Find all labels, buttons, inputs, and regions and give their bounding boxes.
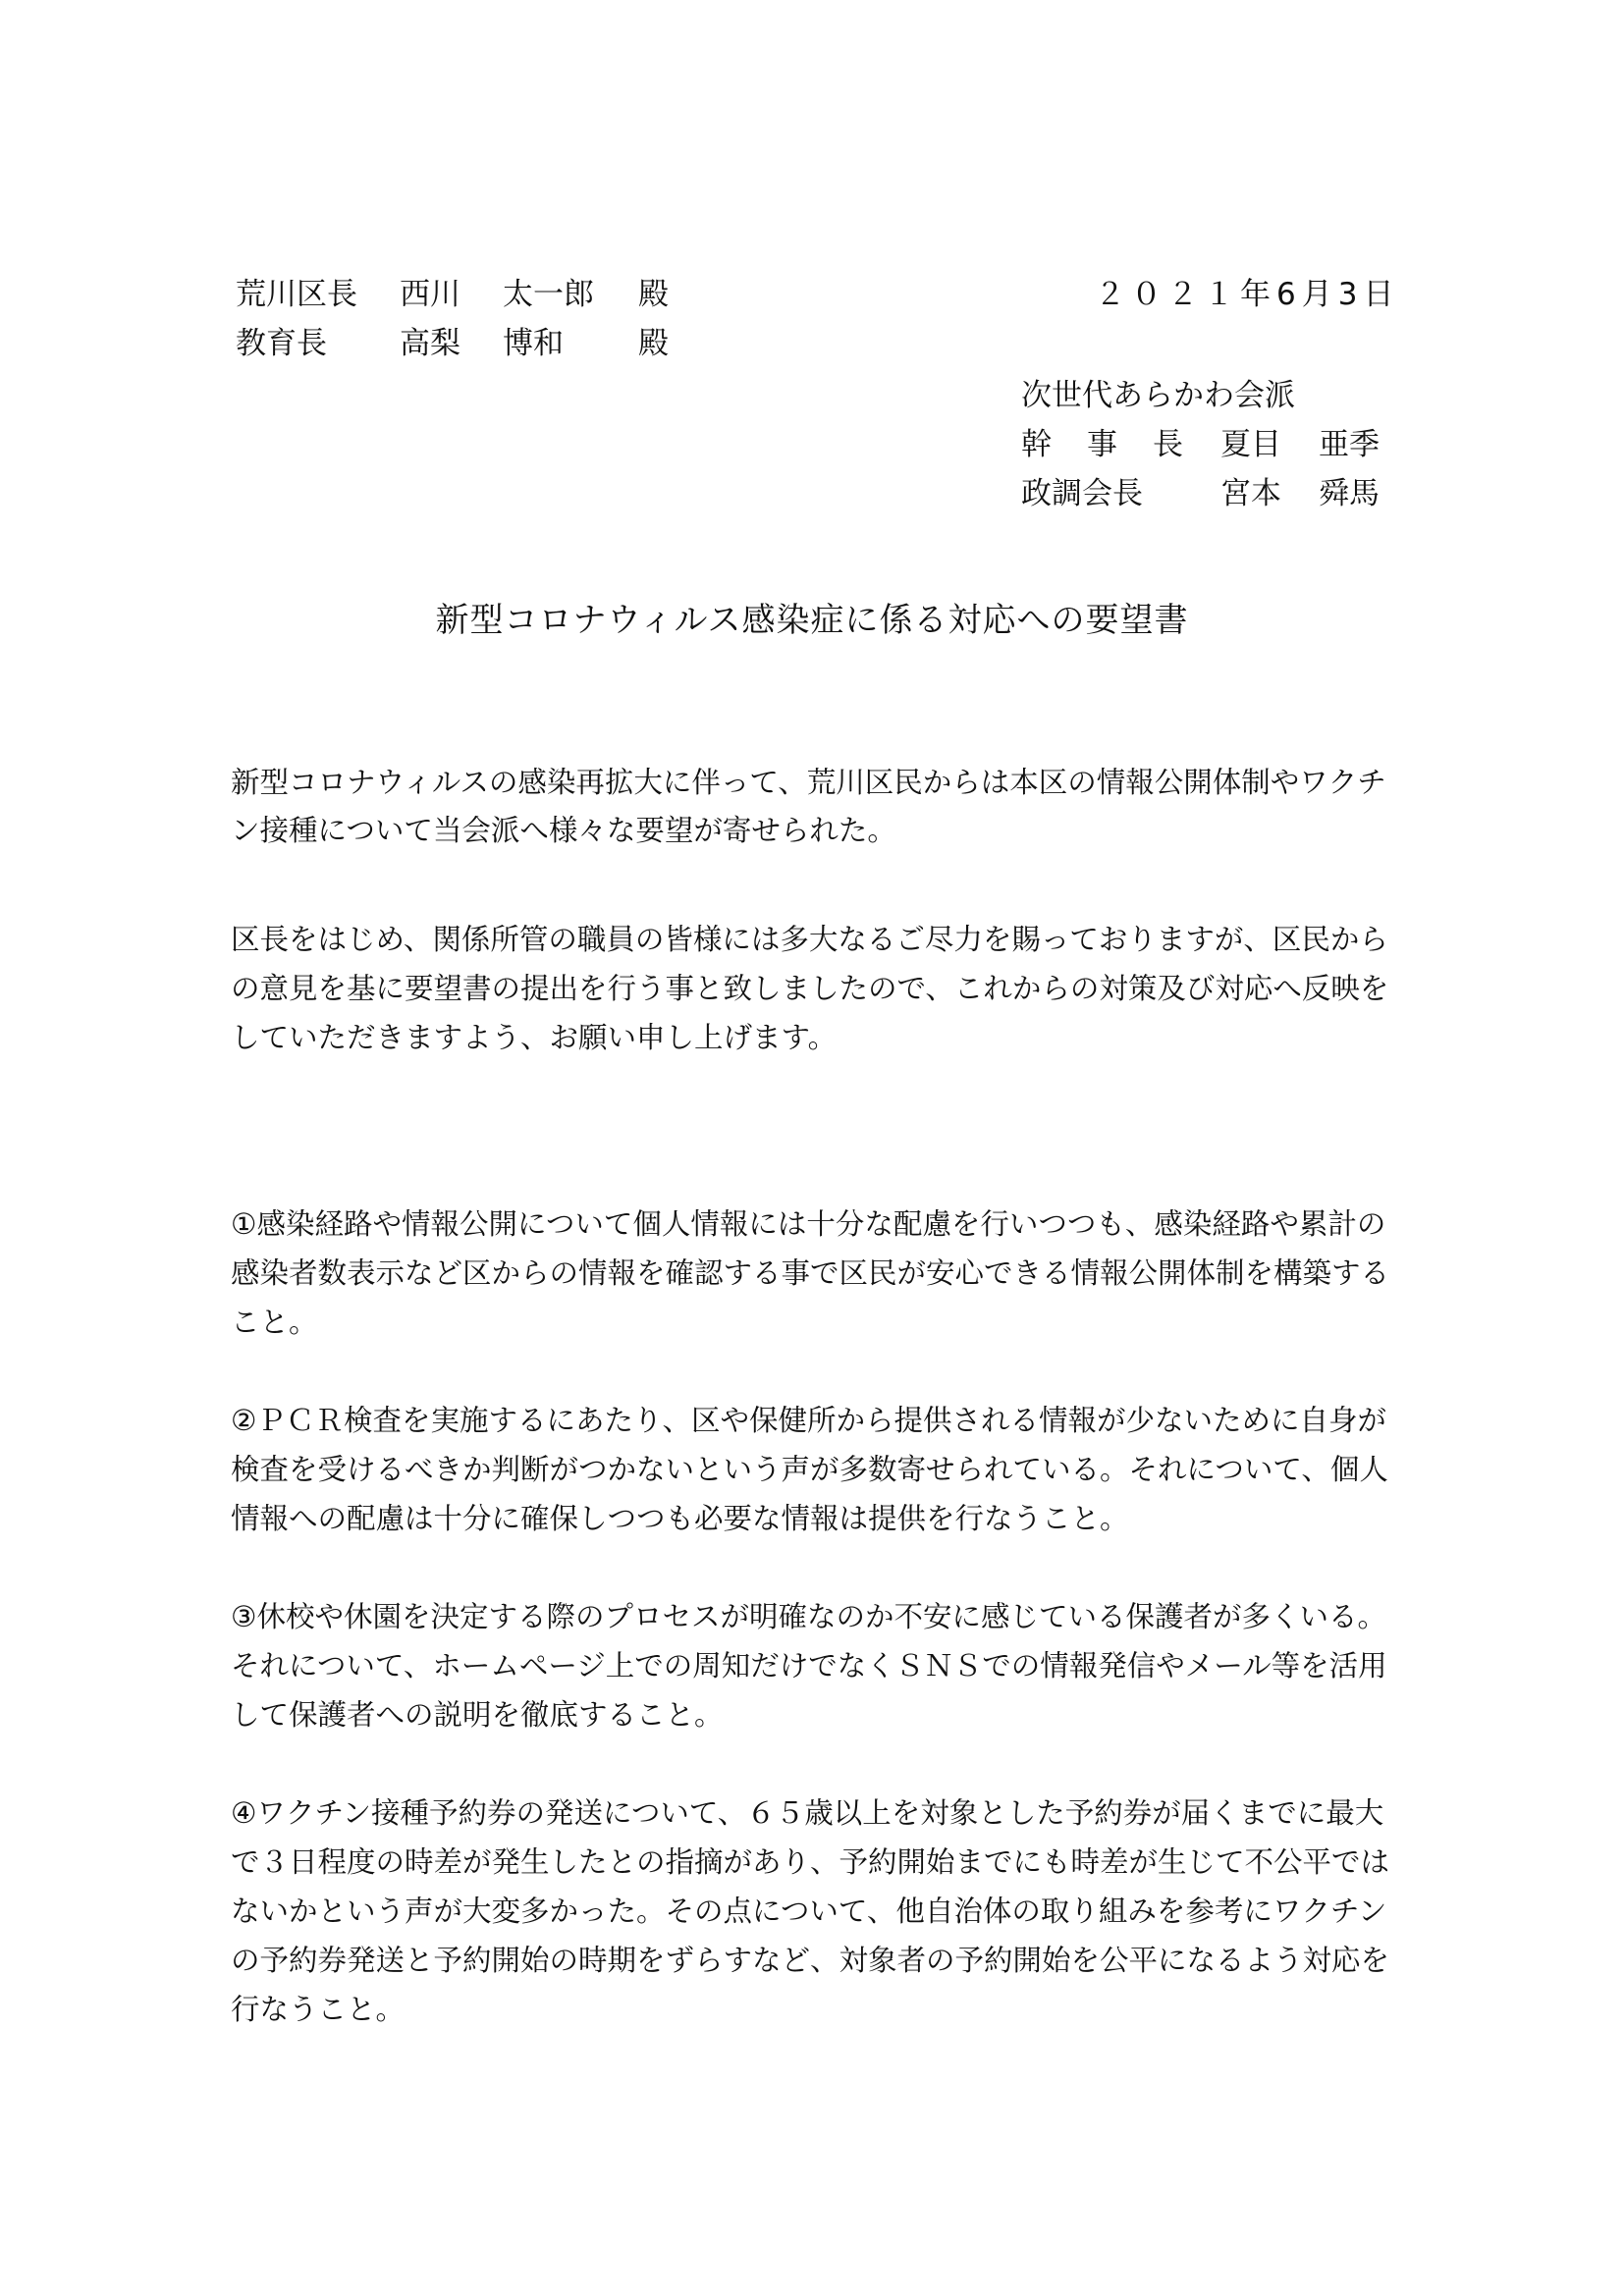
addressee-family-name: 西川 <box>400 277 460 312</box>
paragraph-line: ③休校や休園を決定する際のプロセスが明確なのか不安に感じている保護者が多くいる。 <box>231 1600 1386 1633</box>
document-title: 新型コロナウィルス感染症に係る対応への要望書 <box>435 601 1189 640</box>
paragraph-line: ないかという声が大変多かった。その点について、他自治体の取り組みを参考にワクチン <box>231 1895 1387 1928</box>
paragraph-line: 新型コロナウィルスの感染再拡大に伴って、荒川区民からは本区の情報公開体制やワクチ <box>231 766 1386 799</box>
sender-group: 次世代あらかわ会派 <box>1021 378 1295 413</box>
paragraph-line: それについて、ホームページ上での周知だけでなくＳＮＳでの情報発信やメール等を活用 <box>231 1649 1387 1682</box>
sender-family-name: 宮本 <box>1220 476 1281 511</box>
paragraph-line: こと。 <box>231 1306 318 1339</box>
addressee-given-name: 太一郎 <box>503 277 594 312</box>
sender-family-name: 夏目 <box>1220 427 1281 462</box>
paragraph-line: 検査を受けるべきか判断がつかないという声が多数寄せられている。それについて、個人 <box>231 1453 1388 1486</box>
paragraph-line: して保護者への説明を徹底すること。 <box>231 1698 724 1732</box>
sender-role-char: 幹 <box>1021 427 1052 462</box>
paragraph-line: の意見を基に要望書の提出を行う事と致しましたので、これからの対策及び対応へ反映を <box>231 972 1389 1005</box>
paragraph-line: ①感染経路や情報公開について個人情報には十分な配慮を行いつつも、感染経路や累計の <box>231 1207 1386 1241</box>
addressee-title: 荒川区長 <box>236 277 357 312</box>
paragraph-line: ④ワクチン接種予約券の発送について、６５歳以上を対象とした予約券が届くまでに最大 <box>231 1796 1384 1830</box>
addressee-honorific: 殿 <box>638 277 669 312</box>
sender-block <box>1021 378 1414 525</box>
sender-role-char: 事 <box>1087 427 1117 462</box>
paragraph-line: していただきますよう、お願い申し上げます。 <box>231 1021 838 1054</box>
sender-given-name: 舜馬 <box>1319 476 1380 511</box>
paragraph-line: ②ＰＣＲ検査を実施するにあたり、区や保健所から提供される情報が少ないために自身が <box>231 1404 1386 1437</box>
addressee-honorific: 殿 <box>638 326 669 361</box>
addressee-title: 教育長 <box>236 326 327 361</box>
sender-role: 政調会長 <box>1021 476 1143 511</box>
paragraph-line: の予約券発送と予約開始の時期をずらすなど、対象者の予約開始を公平になるよう対応を <box>231 1944 1390 1977</box>
sender-role-char: 長 <box>1153 427 1183 462</box>
paragraph-line: で３日程度の時差が発生したとの指摘があり、予約開始までにも時差が生じて不公平では <box>231 1845 1390 1879</box>
paragraph-line: 区長をはじめ、関係所管の職員の皆様には多大なるご尽力を賜っておりますが、区民から <box>231 923 1388 956</box>
paragraph-line: 感染者数表示など区からの情報を確認する事で区民が安心できる情報公開体制を構築する <box>231 1256 1390 1290</box>
paragraph-line: 行なうこと。 <box>231 1993 406 2026</box>
addressee-given-name: 博和 <box>503 326 564 361</box>
paragraph-line: ン接種について当会派へ様々な要望が寄せられた。 <box>231 814 896 847</box>
paragraph-line: 情報への配慮は十分に確保しつつも必要な情報は提供を行なうこと。 <box>231 1502 1129 1535</box>
sender-given-name: 亜季 <box>1319 427 1380 462</box>
document-date: ２０２１年6月3日 <box>1095 277 1400 312</box>
addressee-family-name: 高梨 <box>400 326 460 361</box>
